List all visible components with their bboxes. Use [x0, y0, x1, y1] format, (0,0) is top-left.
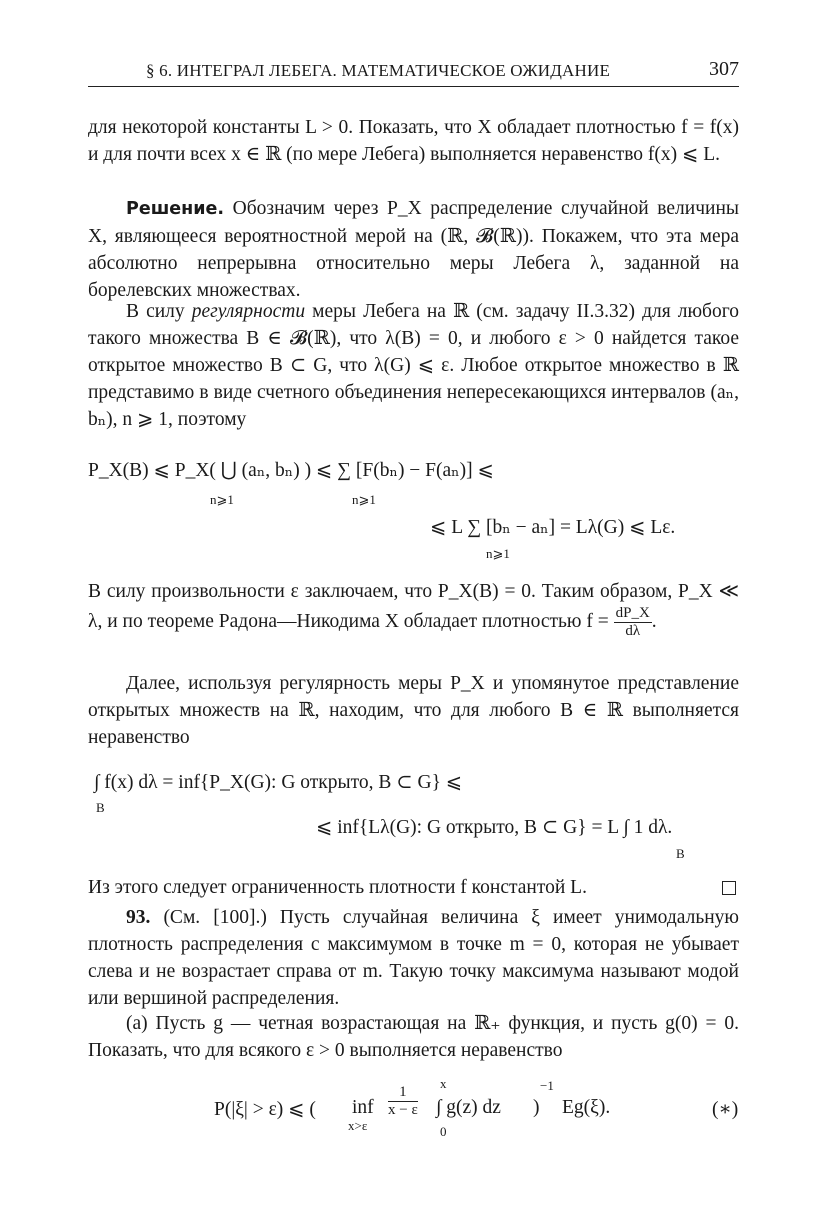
- regularity-text-a: В силу: [126, 301, 192, 322]
- equation-2-line-2: ⩽ inf{Lλ(G): G открыто, B ⊂ G} = L ∫ 1 dλ.: [316, 817, 673, 838]
- density-formula: f = $\frac{dP\_X}{d\lambda}$ .: [586, 605, 657, 639]
- equation-2-sub-b: B: [676, 846, 685, 861]
- paragraph-further: Далее, используя регулярность меры P_X и упомянутое представление открытых множеств на ℝ, находим, что для любого B ∈ ℝ выполняется неравенство: [88, 673, 739, 748]
- radon-text: В силу произвольности ε заключаем, что P_X(B) = 0. Таким образом, P_X ≪ λ, и по теореме Радона—Никодима X обладает плотностью: [88, 581, 739, 632]
- eq3-inf: inf: [352, 1097, 374, 1118]
- eq3-int-bot: 0: [440, 1124, 447, 1139]
- density-fraction: [614, 605, 652, 640]
- equation-1-line-1: P_X(B) ⩽ P_X( ⋃ (aₙ, bₙ) ) ⩽ ∑ [F(bₙ) − F(aₙ)] ⩽: [88, 460, 494, 481]
- equation-2-line-1: ∫ f(x) dλ = inf{P_X(G): G открыто, B ⊂ G} ⩽: [94, 772, 463, 793]
- header-title: § 6. ИНТЕГРАЛ ЛЕБЕГА. МАТЕМАТИЧЕСКОЕ ОЖИДАНИЕ: [146, 61, 611, 80]
- qed-square-icon: [722, 881, 736, 895]
- problem-number: 93.: [126, 907, 151, 928]
- equation-1-sub-a: n⩾1: [210, 492, 234, 507]
- density-den: dλ: [625, 623, 641, 639]
- paragraph-problem-93: [88, 904, 739, 1012]
- paragraph-part-a: (a) Пусть g — четная возрастающая на ℝ₊ функция, и пусть g(0) = 0. Показать, что для всякого ε > 0 выполняется неравенство: [88, 1013, 739, 1061]
- equation-1-sub-b: n⩾1: [352, 492, 376, 507]
- eq3-inf-sub: x>ε: [348, 1118, 368, 1133]
- density-num: dP_X: [615, 605, 650, 621]
- paragraph-1: для некоторой константы L > 0. Показать, что X обладает плотностью f = f(x) и для почти всех x ∈ ℝ (по мере Лебега) выполняется неравенство f(x) ⩽ L.: [88, 117, 739, 165]
- paragraph-conclusion: Из этого следует ограниченность плотности f константой L.: [88, 877, 587, 898]
- paragraph-radon-nikodym: [88, 578, 739, 640]
- solution-label: Решение.: [126, 199, 225, 219]
- eq3-left: P(|ξ| > ε) ⩽ (: [214, 1099, 316, 1120]
- paragraph-solution: [88, 195, 739, 304]
- eq3-tag: (∗): [712, 1099, 739, 1120]
- eq3-integral: ∫ g(z) dz: [436, 1097, 501, 1118]
- eq3-exp: −1: [540, 1078, 554, 1093]
- density-f: f =: [586, 610, 609, 632]
- equation-1-sub-c: n⩾1: [486, 546, 510, 561]
- eq3-int-top: x: [440, 1076, 447, 1091]
- page-number: 307: [709, 58, 739, 80]
- regularity-emph: регулярности: [191, 301, 306, 322]
- eq3-frac-num: 1: [388, 1084, 418, 1102]
- running-header: [88, 58, 739, 87]
- eq3-frac: [388, 1084, 418, 1119]
- equation-1-line-2: ⩽ L ∑ [bₙ − aₙ] = Lλ(G) ⩽ Lε.: [430, 517, 676, 538]
- equation-2-sub-a: B: [96, 800, 105, 815]
- problem-93-text: (См. [100].) Пусть случайная величина ξ имеет унимодальную плотность распределения с максимумом в точке m = 0, которая не убывает слева и не возрастает справа от m. Такую точку максимума называют модой или вершиной распределения.: [88, 907, 740, 1009]
- paragraph-regularity: [88, 298, 739, 433]
- eq3-fraction: [388, 1084, 418, 1119]
- eq3-close: ): [533, 1097, 540, 1118]
- solution-text: Обозначим через P_X распределение случайной величины X, являющееся вероятностной мерой на (ℝ, 𝓑(ℝ)). Покажем, что эта мера абсолютно непрерывна относительно меры Лебега λ, заданной на борелевских множествах.: [88, 198, 739, 301]
- regularity-text-b: меры Лебега на ℝ (см. задачу II.3.32) для любого такого множества B ∈ 𝓑(ℝ), что λ(B) = 0, и любого ε > 0 найдется такое открытое множество B ⊂ G, что λ(G) ⩽ ε. Любое открытое множество в ℝ представимо в виде счетного объединения непересекающихся интервалов (aₙ, bₙ), n ⩾ 1, поэтому: [88, 301, 739, 430]
- eq3-frac-den: x − ε: [388, 1102, 418, 1118]
- eq3-right: Eg(ξ).: [562, 1097, 611, 1118]
